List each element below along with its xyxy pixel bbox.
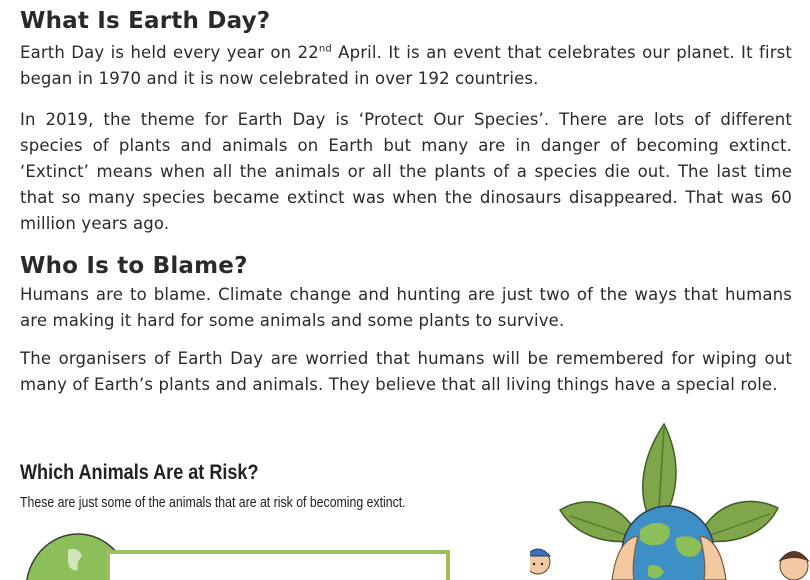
paragraph-2019-theme: In 2019, the theme for Earth Day is ‘Protect Our Species’. There are lots of different species of plants and animals on Earth but many are in danger of becoming extinct. ‘Extinct’ means when all the animals or all the plants of a species die out. The last time that so many species became extinct was when the dinosaurs disappeared. That was 60 million years ago. [20, 110, 792, 233]
paragraph-organisers-worried: The organisers of Earth Day are worried that humans will be remembered for wiping out many of Earth’s plants and animals. They believe that all living things have a special role. [20, 349, 792, 394]
paragraph-humans-to-blame: Humans are to blame. Climate change and hunting are just two of the ways that humans are making it hard for some animals and some plants to survive. [20, 285, 792, 330]
child-figure-right-illustration [778, 551, 810, 580]
earth-globe-illustration [530, 420, 810, 580]
paragraph-earth-day-intro: Earth Day is held every year on 22nd April. It is an event that celebrates our planet. It first began in 1970 and it is now celebrated in over 192 countries. [20, 43, 792, 88]
green-oval-illustration [20, 528, 460, 580]
heading-who-is-to-blame: Who Is to Blame? [20, 253, 248, 279]
heading-which-animals-at-risk: Which Animals Are at Risk? [20, 461, 259, 484]
caption-animals-at-risk: These are just some of the animals that are at risk of becoming extinct. [20, 494, 406, 511]
child-figure-illustration [530, 549, 550, 574]
heading-what-is-earth-day: What Is Earth Day? [20, 8, 271, 34]
